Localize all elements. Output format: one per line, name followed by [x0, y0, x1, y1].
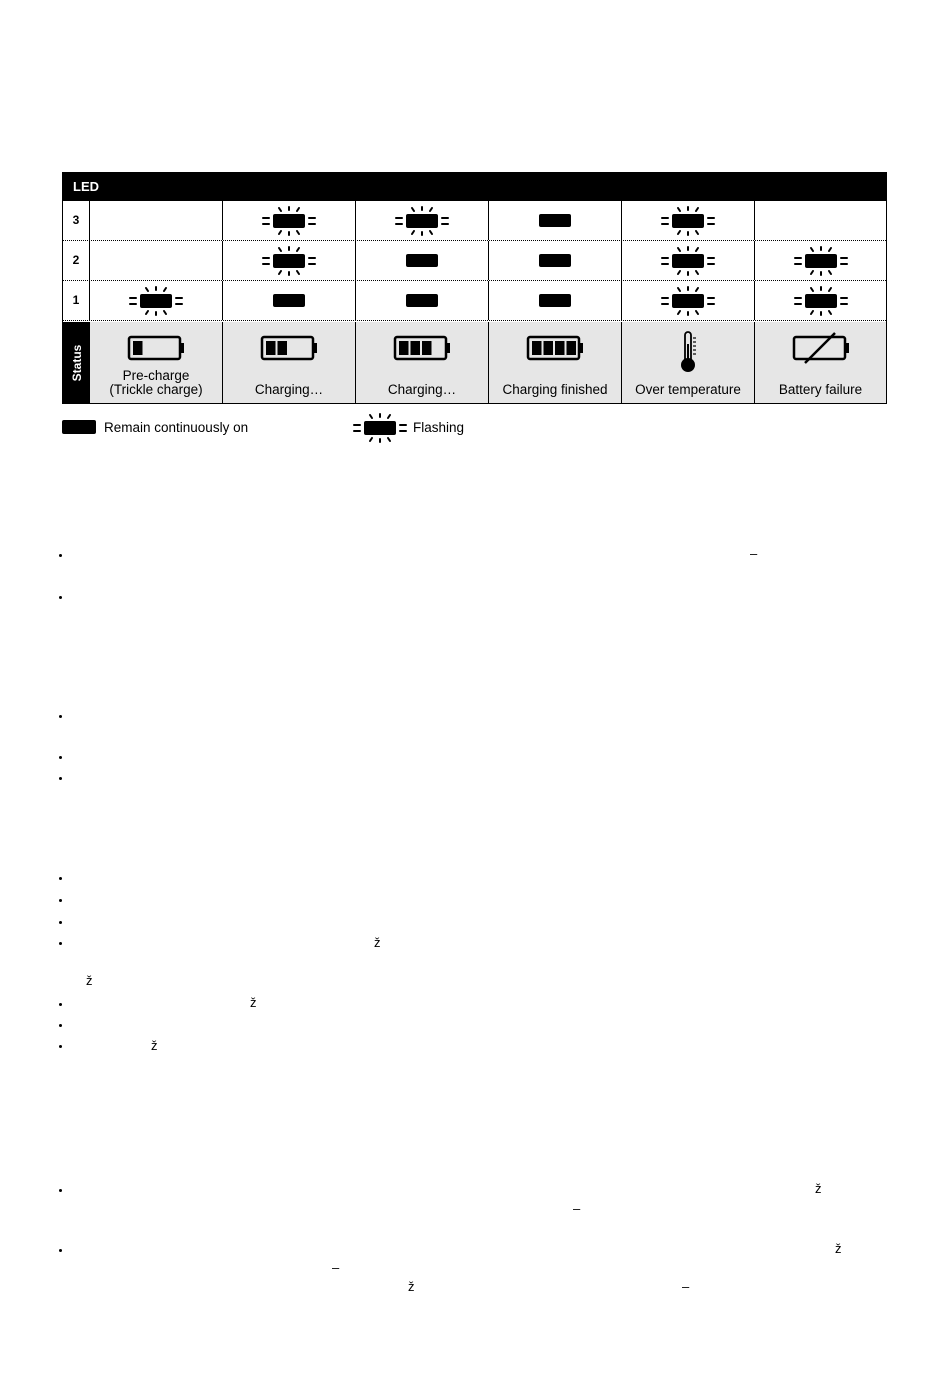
led-flashing-icon — [794, 245, 848, 277]
status-text: Charging finished — [502, 382, 608, 397]
bullet-marker — [58, 1002, 64, 1008]
led-cell — [489, 241, 622, 280]
led-flashing-icon — [129, 285, 183, 317]
stray-z-caron: ž — [86, 973, 93, 988]
led-flashing-icon — [661, 245, 715, 277]
bullet-marker — [58, 1248, 64, 1254]
bullet-marker — [58, 776, 64, 782]
status-cell — [223, 322, 356, 403]
led-cell — [223, 241, 356, 280]
status-cell — [622, 322, 755, 403]
led-on-icon — [273, 294, 305, 307]
status-text: Pre-charge (Trickle charge) — [109, 368, 203, 397]
bullet-marker — [58, 876, 64, 882]
led-cell — [622, 241, 755, 280]
led-cell — [622, 201, 755, 240]
led-cell — [90, 201, 223, 240]
legend-on-label: Remain continuously on — [104, 420, 249, 435]
bullet-marker — [58, 755, 64, 761]
status-text: Over temperature — [635, 382, 741, 397]
led-cell — [356, 281, 489, 320]
bullet-marker — [58, 1044, 64, 1050]
led-cell — [489, 281, 622, 320]
stray-z-caron: ž — [835, 1241, 842, 1256]
led-cell — [489, 201, 622, 240]
status-cell — [755, 322, 886, 403]
stray-dash: – — [573, 1201, 581, 1216]
led-row-1 — [63, 281, 886, 321]
led-status-table — [62, 172, 887, 404]
bullet-marker — [58, 898, 64, 904]
led-on-icon — [539, 214, 571, 227]
bullet-marker — [58, 920, 64, 926]
battery-two-bars-icon — [259, 330, 319, 374]
row-label: 2 — [63, 241, 90, 280]
led-on-icon — [539, 254, 571, 267]
status-text: Battery failure — [778, 382, 863, 397]
led-cell — [223, 201, 356, 240]
led-cell — [90, 241, 223, 280]
led-flashing-icon — [395, 205, 449, 237]
status-cell — [356, 322, 489, 403]
status-text: Charging… — [254, 382, 324, 397]
bullet-marker — [58, 1188, 64, 1194]
led-cell — [356, 241, 489, 280]
stray-dash: – — [682, 1279, 690, 1294]
bullet-marker — [58, 714, 64, 720]
led-on-icon — [406, 294, 438, 307]
led-flashing-icon — [794, 285, 848, 317]
bullet-marker — [58, 595, 64, 601]
led-cell — [755, 201, 886, 240]
stray-z-caron: ž — [815, 1181, 822, 1196]
stray-dash: – — [332, 1260, 340, 1275]
led-flashing-icon — [661, 285, 715, 317]
battery-full-icon — [525, 330, 585, 374]
led-header: LED — [63, 173, 886, 201]
status-label — [63, 322, 90, 403]
led-cell — [223, 281, 356, 320]
stray-z-caron: ž — [408, 1279, 415, 1294]
led-flashing-legend-icon — [353, 412, 407, 444]
stray-z-caron: ž — [250, 995, 257, 1010]
led-on-legend-icon — [62, 420, 96, 434]
battery-crossed-icon — [791, 330, 851, 374]
stray-z-caron: ž — [151, 1038, 158, 1053]
led-cell — [622, 281, 755, 320]
led-flashing-icon — [262, 245, 316, 277]
legend-flash-label: Flashing — [413, 420, 465, 435]
bullet-marker — [58, 941, 64, 947]
thermometer-icon — [658, 330, 718, 374]
bullet-marker — [58, 553, 64, 559]
led-cell — [356, 201, 489, 240]
status-row — [63, 322, 886, 403]
row-label: 3 — [63, 201, 90, 240]
stray-dash: – — [750, 546, 758, 561]
led-on-icon — [539, 294, 571, 307]
stray-z-caron: ž — [374, 935, 381, 950]
led-row-2 — [63, 241, 886, 281]
battery-three-bars-icon — [392, 330, 452, 374]
led-flashing-icon — [661, 205, 715, 237]
status-text: Charging… — [387, 382, 457, 397]
led-row-3 — [63, 201, 886, 241]
status-cell — [489, 322, 622, 403]
led-cell — [755, 281, 886, 320]
bullet-marker — [58, 1023, 64, 1029]
status-cell — [90, 322, 223, 403]
led-cell — [90, 281, 223, 320]
led-flashing-icon — [262, 205, 316, 237]
led-on-icon — [406, 254, 438, 267]
row-label: 1 — [63, 281, 90, 320]
status-label-text: Status — [69, 344, 84, 381]
led-cell — [755, 241, 886, 280]
